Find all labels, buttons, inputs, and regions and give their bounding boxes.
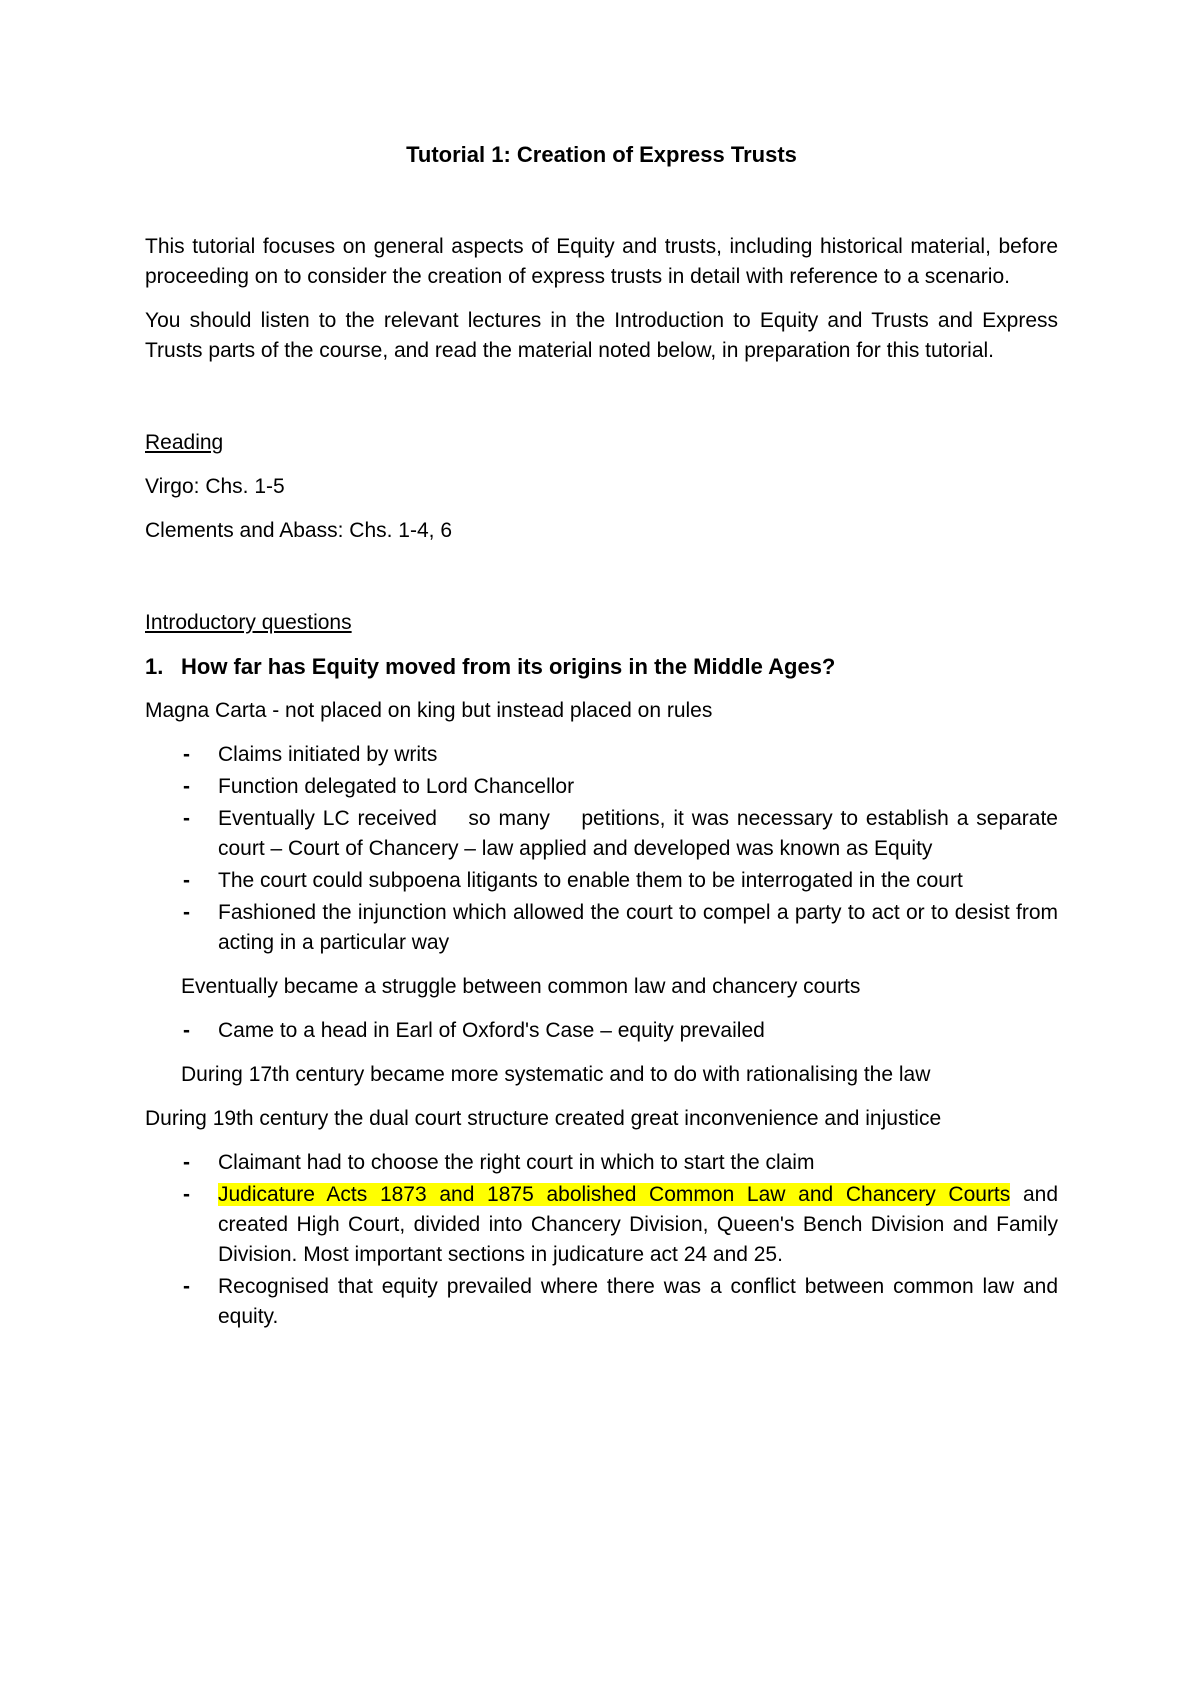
highlighted-text: Judicature Acts 1873 and 1875 abolished Common Law and Chancery Courts: [218, 1183, 1011, 1206]
reading-heading: Reading: [145, 431, 224, 454]
question-1: [145, 652, 1058, 682]
dash-bullet-icon: -: [183, 743, 190, 766]
question-number: 1.: [145, 654, 164, 679]
bullet-list-1: [145, 740, 1064, 958]
list-item: - Came to a head in Earl of Oxford's Case – equity prevailed: [145, 1016, 1058, 1046]
list-item: - Function delegated to Lord Chancellor: [145, 772, 1058, 802]
list-item: - Claimant had to choose the right court in which to start the claim: [145, 1148, 1058, 1178]
document-page: [145, 140, 1064, 1346]
bullet-list-3: [145, 1148, 1058, 1332]
page-title: Tutorial 1: Creation of Express Trusts: [406, 142, 797, 167]
reading-item-clements: Clements and Abass: Chs. 1-4, 6: [145, 519, 452, 542]
list-item: - The court could subpoena litigants to enable them to be interrogated in the court: [145, 866, 1058, 896]
dash-bullet-icon: -: [183, 775, 190, 798]
bullet-list-2: [145, 1016, 1058, 1046]
dash-bullet-icon: -: [183, 1151, 190, 1174]
intro-paragraph-1: This tutorial focuses on general aspects of Equity and trusts, including historical material, before proceeding on to consider the creation of express trusts in detail with reference to a scenario.: [145, 235, 1058, 288]
intro-paragraph-2: You should listen to the relevant lectures in the Introduction to Equity and Trusts and Express Trusts parts of the course, and read the material noted below, in preparation for this tutorial.: [145, 309, 1058, 362]
question-text: How far has Equity moved from its origins in the Middle Ages?: [181, 654, 836, 679]
list-item: - Fashioned the injunction which allowed the court to compel a party to act or to desist from acting in a particular way: [145, 898, 1058, 958]
list-item: - Judicature Acts 1873 and 1875 abolished Common Law and Chancery Courts and created High Court, divided into Chancery Division, Queen's Bench Division and Family Division. Most important sections in judicature act 24 and 25.: [145, 1180, 1058, 1270]
dash-bullet-icon: -: [183, 869, 190, 892]
dash-bullet-icon: -: [183, 1019, 190, 1042]
dash-bullet-icon: -: [183, 1183, 190, 1206]
list-item: - Eventually LC received so many petitions, it was necessary to establish a separate court – Court of Chancery – law applied and developed was known as Equity: [145, 804, 1058, 864]
reading-item-virgo: Virgo: Chs. 1-5: [145, 475, 285, 498]
17th-century-note: During 17th century became more systematic and to do with rationalising the law: [181, 1063, 931, 1086]
list-item: - Recognised that equity prevailed where there was a conflict between common law and equity.: [145, 1272, 1058, 1332]
19th-century-note: During 19th century the dual court structure created great inconvenience and injustice: [145, 1107, 942, 1130]
struggle-note: Eventually became a struggle between common law and chancery courts: [181, 975, 861, 998]
list-item: - Claims initiated by writs: [145, 740, 1058, 770]
dash-bullet-icon: -: [183, 1275, 190, 1298]
magna-carta-note: Magna Carta - not placed on king but instead placed on rules: [145, 699, 713, 722]
dash-bullet-icon: -: [183, 807, 190, 830]
introductory-questions-heading: Introductory questions: [145, 611, 352, 634]
dash-bullet-icon: -: [183, 901, 190, 924]
